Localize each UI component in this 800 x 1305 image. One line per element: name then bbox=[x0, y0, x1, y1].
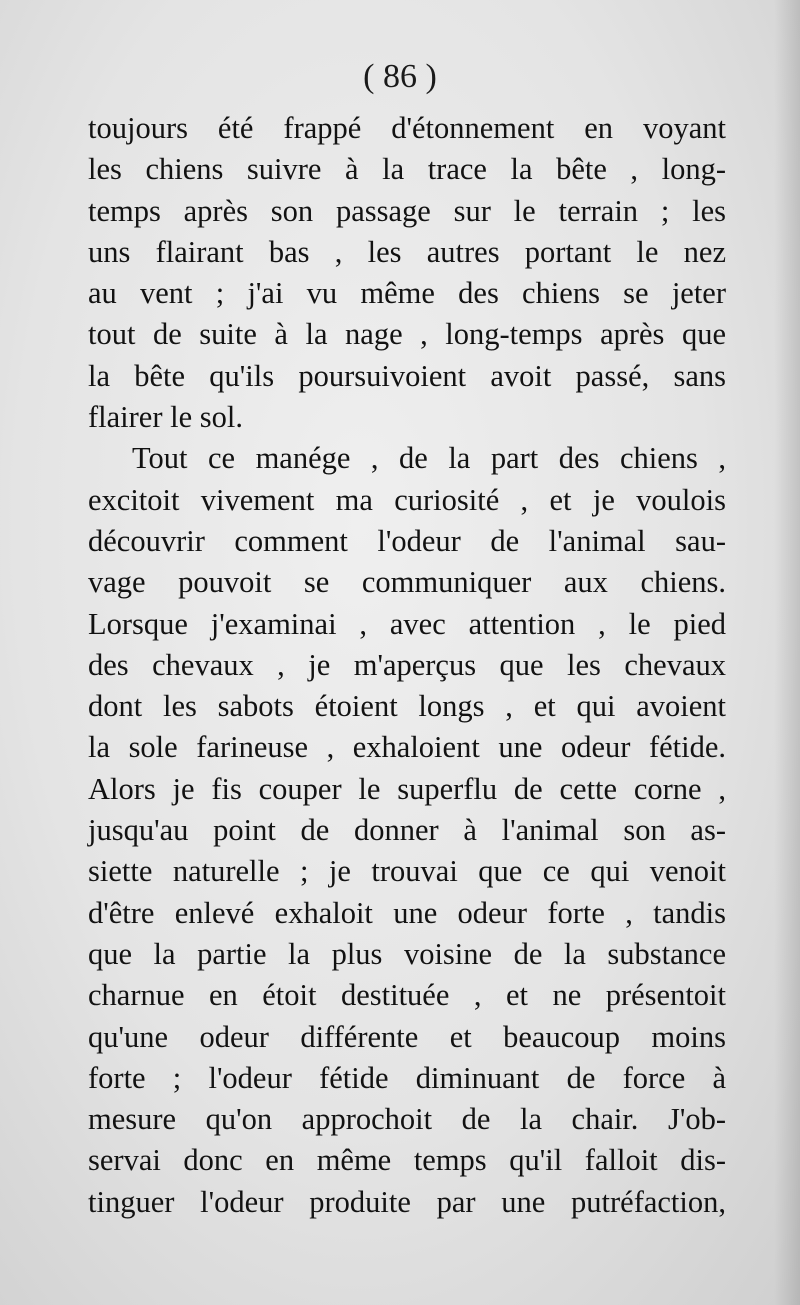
text-line: tout de suite à la nage , long-temps après que bbox=[88, 317, 726, 352]
text-line: uns flairant bas , les autres portant le nez bbox=[88, 234, 726, 269]
text-line: tinguer l'odeur produite par une putréfaction, bbox=[88, 1184, 726, 1219]
page-number: ( 86 ) bbox=[363, 58, 437, 95]
text-line: la bête qu'ils poursuivoient avoit passé, sans bbox=[88, 358, 726, 393]
text-line: des chevaux , je m'aperçus que les chevaux bbox=[88, 647, 726, 682]
text-line: Alors je fis couper le superflu de cette corne , bbox=[88, 771, 726, 806]
text-line: que la partie la plus voisine de la substance bbox=[88, 936, 726, 971]
text-line: découvrir comment l'odeur de l'animal sau- bbox=[88, 523, 726, 558]
text-line: au vent ; j'ai vu même des chiens se jeter bbox=[88, 276, 726, 311]
text-line: jusqu'au point de donner à l'animal son as- bbox=[88, 813, 726, 848]
text-line: les chiens suivre à la trace la bête , long- bbox=[88, 152, 726, 187]
text-line: mesure qu'on approchoit de la chair. J'ob- bbox=[88, 1102, 726, 1137]
text-line: excitoit vivement ma curiosité , et je voulois bbox=[88, 482, 726, 517]
text-line: forte ; l'odeur fétide diminuant de force à bbox=[88, 1060, 726, 1095]
text-line: siette naturelle ; je trouvai que ce qui venoit bbox=[88, 854, 726, 889]
text-line: d'être enlevé exhaloit une odeur forte , tandis bbox=[88, 895, 726, 930]
text-line: dont les sabots étoient longs , et qui avoient bbox=[88, 689, 726, 724]
text-line: qu'une odeur différente et beaucoup moins bbox=[88, 1019, 726, 1054]
page-edge-shadow bbox=[774, 0, 800, 1305]
paragraph-start-line: Tout ce manége , de la part des chiens , bbox=[132, 441, 726, 476]
text-line: toujours été frappé d'étonnement en voyant bbox=[88, 111, 726, 145]
text-line: vage pouvoit se communiquer aux chiens. bbox=[88, 565, 726, 600]
paragraph-end-line: flairer le sol. bbox=[88, 400, 243, 435]
text-line: charnue en étoit destituée , et ne présentoit bbox=[88, 978, 726, 1013]
text-line: Lorsque j'examinai , avec attention , le pied bbox=[88, 606, 726, 641]
body-text bbox=[88, 108, 726, 1223]
text-line: servai donc en même temps qu'il falloit dis- bbox=[88, 1143, 726, 1178]
text-line: la sole farineuse , exhaloient une odeur fétide. bbox=[88, 730, 726, 765]
text-line: temps après son passage sur le terrain ; les bbox=[88, 193, 726, 228]
